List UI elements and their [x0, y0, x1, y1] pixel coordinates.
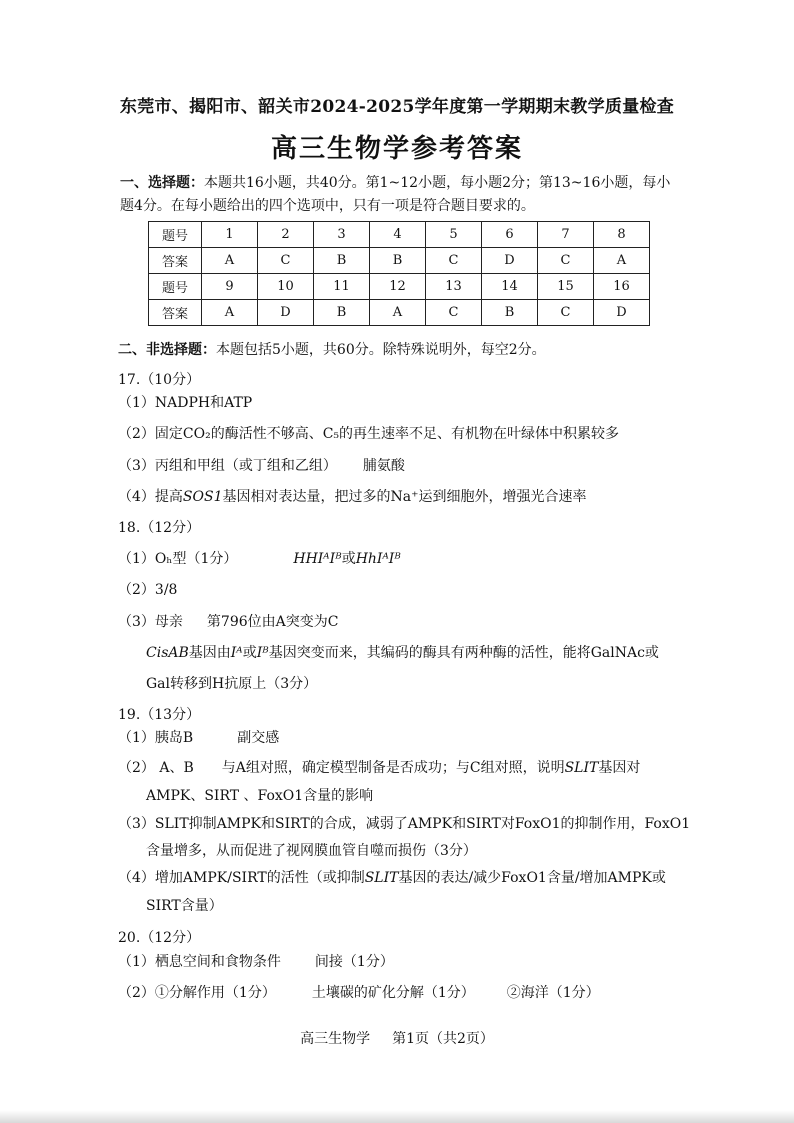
answer-cell: D	[258, 300, 314, 326]
question-number: 16	[594, 274, 650, 300]
question-number: 12	[370, 274, 426, 300]
row-label: 题号	[149, 274, 202, 300]
q19-answer-2-b: 与A组对照，确定模型制备是否成功；与C组对照，说明	[221, 760, 565, 776]
answer-cell: B	[314, 300, 370, 326]
question-number: 15	[538, 274, 594, 300]
genotype-2: HhIᴬIᴮ	[355, 551, 401, 567]
q17-answer-4-pre: （4）提高	[118, 489, 183, 505]
genotype-1: HHIᴬIᴮ	[293, 551, 342, 567]
row-label: 题号	[149, 222, 202, 248]
q17-answer-4	[118, 487, 698, 507]
q20-answer-1-b: 间接（1分）	[314, 954, 394, 970]
page-footer	[0, 1028, 794, 1048]
answer-cell: C	[258, 248, 314, 274]
answer-cell: B	[314, 248, 370, 274]
answer-cell: C	[426, 248, 482, 274]
or-word: 或	[242, 645, 257, 661]
q19-answer-4-b: 基因的表达/减少FoxO1含量/增加AMPK或	[398, 870, 666, 886]
question-number: 9	[202, 274, 258, 300]
answer-cell: A	[370, 300, 426, 326]
text-segment: 基因由	[188, 645, 231, 661]
text-segment: 基因突变而来，其编码的酶具有两种酶的活性，能将GalNAc或	[268, 645, 659, 661]
q17-heading: 17.（10分）	[118, 372, 201, 388]
question-number: 2	[258, 222, 314, 248]
section1-text: 本题共16小题，共40分。第1~12小题，每小题2分；第13~16小题，每小题4分。在每小题给出的四个选项中，只有一项是符合题目要求的。	[120, 175, 671, 214]
question-number: 3	[314, 222, 370, 248]
section1-heading: 一、选择题：	[120, 175, 204, 191]
q17-answer-3	[118, 456, 698, 476]
answer-cell: D	[482, 248, 538, 274]
page-title: 高三生物学参考答案	[270, 134, 523, 164]
table-row	[149, 300, 650, 326]
q18-answer-3	[118, 612, 698, 632]
question-number: 5	[426, 222, 482, 248]
q19-answer-4-a: （4）增加AMPK/SIRT的活性（或抑制	[118, 870, 365, 886]
q19-answer-4-cont: SIRT含量）	[146, 898, 223, 914]
q18-answer-3-cont2: Gal转移到H抗原上（3分）	[146, 676, 318, 692]
q20-answer-2	[118, 983, 698, 1003]
answer-cell: D	[594, 300, 650, 326]
q17-answer-2: （2）固定CO₂的酶活性不够高、C₅的再生速率不足、有机物在叶绿体中积累较多	[118, 426, 620, 442]
q17-answer-1: （1）NADPH和ATP	[118, 395, 253, 411]
gene-name: SOS1	[182, 489, 223, 505]
q19-answer-1-a: （1）胰岛B	[118, 730, 194, 746]
footer-page-number: 第1页（共2页）	[392, 1031, 494, 1047]
q18-answer-1	[118, 549, 698, 569]
section2-intro	[118, 340, 698, 360]
exam-subtitle: 东莞市、揭阳市、韶关市2024-2025学年度第一学期期末教学质量检查	[119, 97, 675, 117]
q19-answer-3-cont: 含量增多，从而促进了视网膜血管自噬而损伤（3分）	[146, 843, 477, 859]
answer-cell: B	[370, 248, 426, 274]
answer-table	[148, 221, 650, 326]
answer-cell: C	[538, 300, 594, 326]
question-number: 14	[482, 274, 538, 300]
q19-heading: 19.（13分）	[118, 707, 201, 723]
table-row	[149, 248, 650, 274]
q18-answer-3-b: 第796位由A突变为C	[206, 614, 339, 630]
q19-answer-1-b: 副交感	[237, 730, 280, 746]
question-number: 10	[258, 274, 314, 300]
footer-subject: 高三生物学	[300, 1031, 371, 1047]
gene-name: SLIT	[364, 870, 399, 886]
table-row	[149, 222, 650, 248]
q20-answer-1	[118, 952, 698, 972]
q19-answer-2-c: 基因对	[598, 760, 641, 776]
answer-cell: A	[202, 300, 258, 326]
question-number: 1	[202, 222, 258, 248]
answer-cell: B	[482, 300, 538, 326]
question-number: 8	[594, 222, 650, 248]
answer-cell: C	[538, 248, 594, 274]
allele-ia: Iᴬ	[230, 645, 243, 661]
q20-answer-2-b: 土壤碳的矿化分解（1分）	[311, 985, 475, 1001]
gene-name: CisAB	[146, 645, 189, 661]
allele-ib: Iᴮ	[256, 645, 269, 661]
table-row	[149, 274, 650, 300]
q20-answer-2-a: （2）①分解作用（1分）	[118, 985, 276, 1001]
scan-edge-shadow	[0, 1110, 794, 1123]
q18-answer-2: （2）3/8	[118, 582, 178, 598]
answer-cell: A	[594, 248, 650, 274]
q17-answer-3-a: （3）丙组和甲组（或丁组和乙组）	[118, 458, 337, 474]
question-number: 6	[482, 222, 538, 248]
q19-answer-2	[118, 758, 698, 778]
question-number: 11	[314, 274, 370, 300]
gene-name: SLIT	[564, 760, 599, 776]
section2-text: 本题包括5小题，共60分。除特殊说明外，每空2分。	[216, 342, 546, 358]
answer-cell: C	[426, 300, 482, 326]
q19-answer-4	[118, 868, 698, 888]
q19-answer-3: （3）SLIT抑制AMPK和SIRT的合成，减弱了AMPK和SIRT对FoxO1的抑制作用，FoxO1	[118, 816, 691, 832]
q20-answer-1-a: （1）栖息空间和食物条件	[118, 954, 281, 970]
q20-heading: 20.（12分）	[118, 930, 201, 946]
section2-heading: 二、非选择题：	[118, 342, 216, 358]
q20-answer-2-c: ②海洋（1分）	[506, 985, 600, 1001]
row-label: 答案	[149, 248, 202, 274]
answer-cell: A	[202, 248, 258, 274]
q18-answer-3-a: （3）母亲	[118, 614, 183, 630]
q19-answer-1	[118, 728, 698, 748]
q18-heading: 18.（12分）	[118, 520, 201, 536]
q17-answer-4-post: 基因相对表达量，把过多的Na⁺运到细胞外，增强光合速率	[222, 489, 587, 505]
q18-answer-3-cont	[146, 643, 726, 663]
question-number: 13	[426, 274, 482, 300]
section1-intro	[120, 172, 680, 218]
question-number: 4	[370, 222, 426, 248]
row-label: 答案	[149, 300, 202, 326]
or-word: 或	[341, 551, 356, 567]
question-number: 7	[538, 222, 594, 248]
q18-answer-1-a: （1）Oₕ型（1分）	[118, 551, 238, 567]
q19-answer-2-cont: AMPK、SIRT 、FoxO1含量的影响	[146, 788, 374, 804]
q19-answer-2-a: （2） A、B	[118, 760, 194, 776]
q17-answer-3-b: 脯氨酸	[362, 458, 405, 474]
